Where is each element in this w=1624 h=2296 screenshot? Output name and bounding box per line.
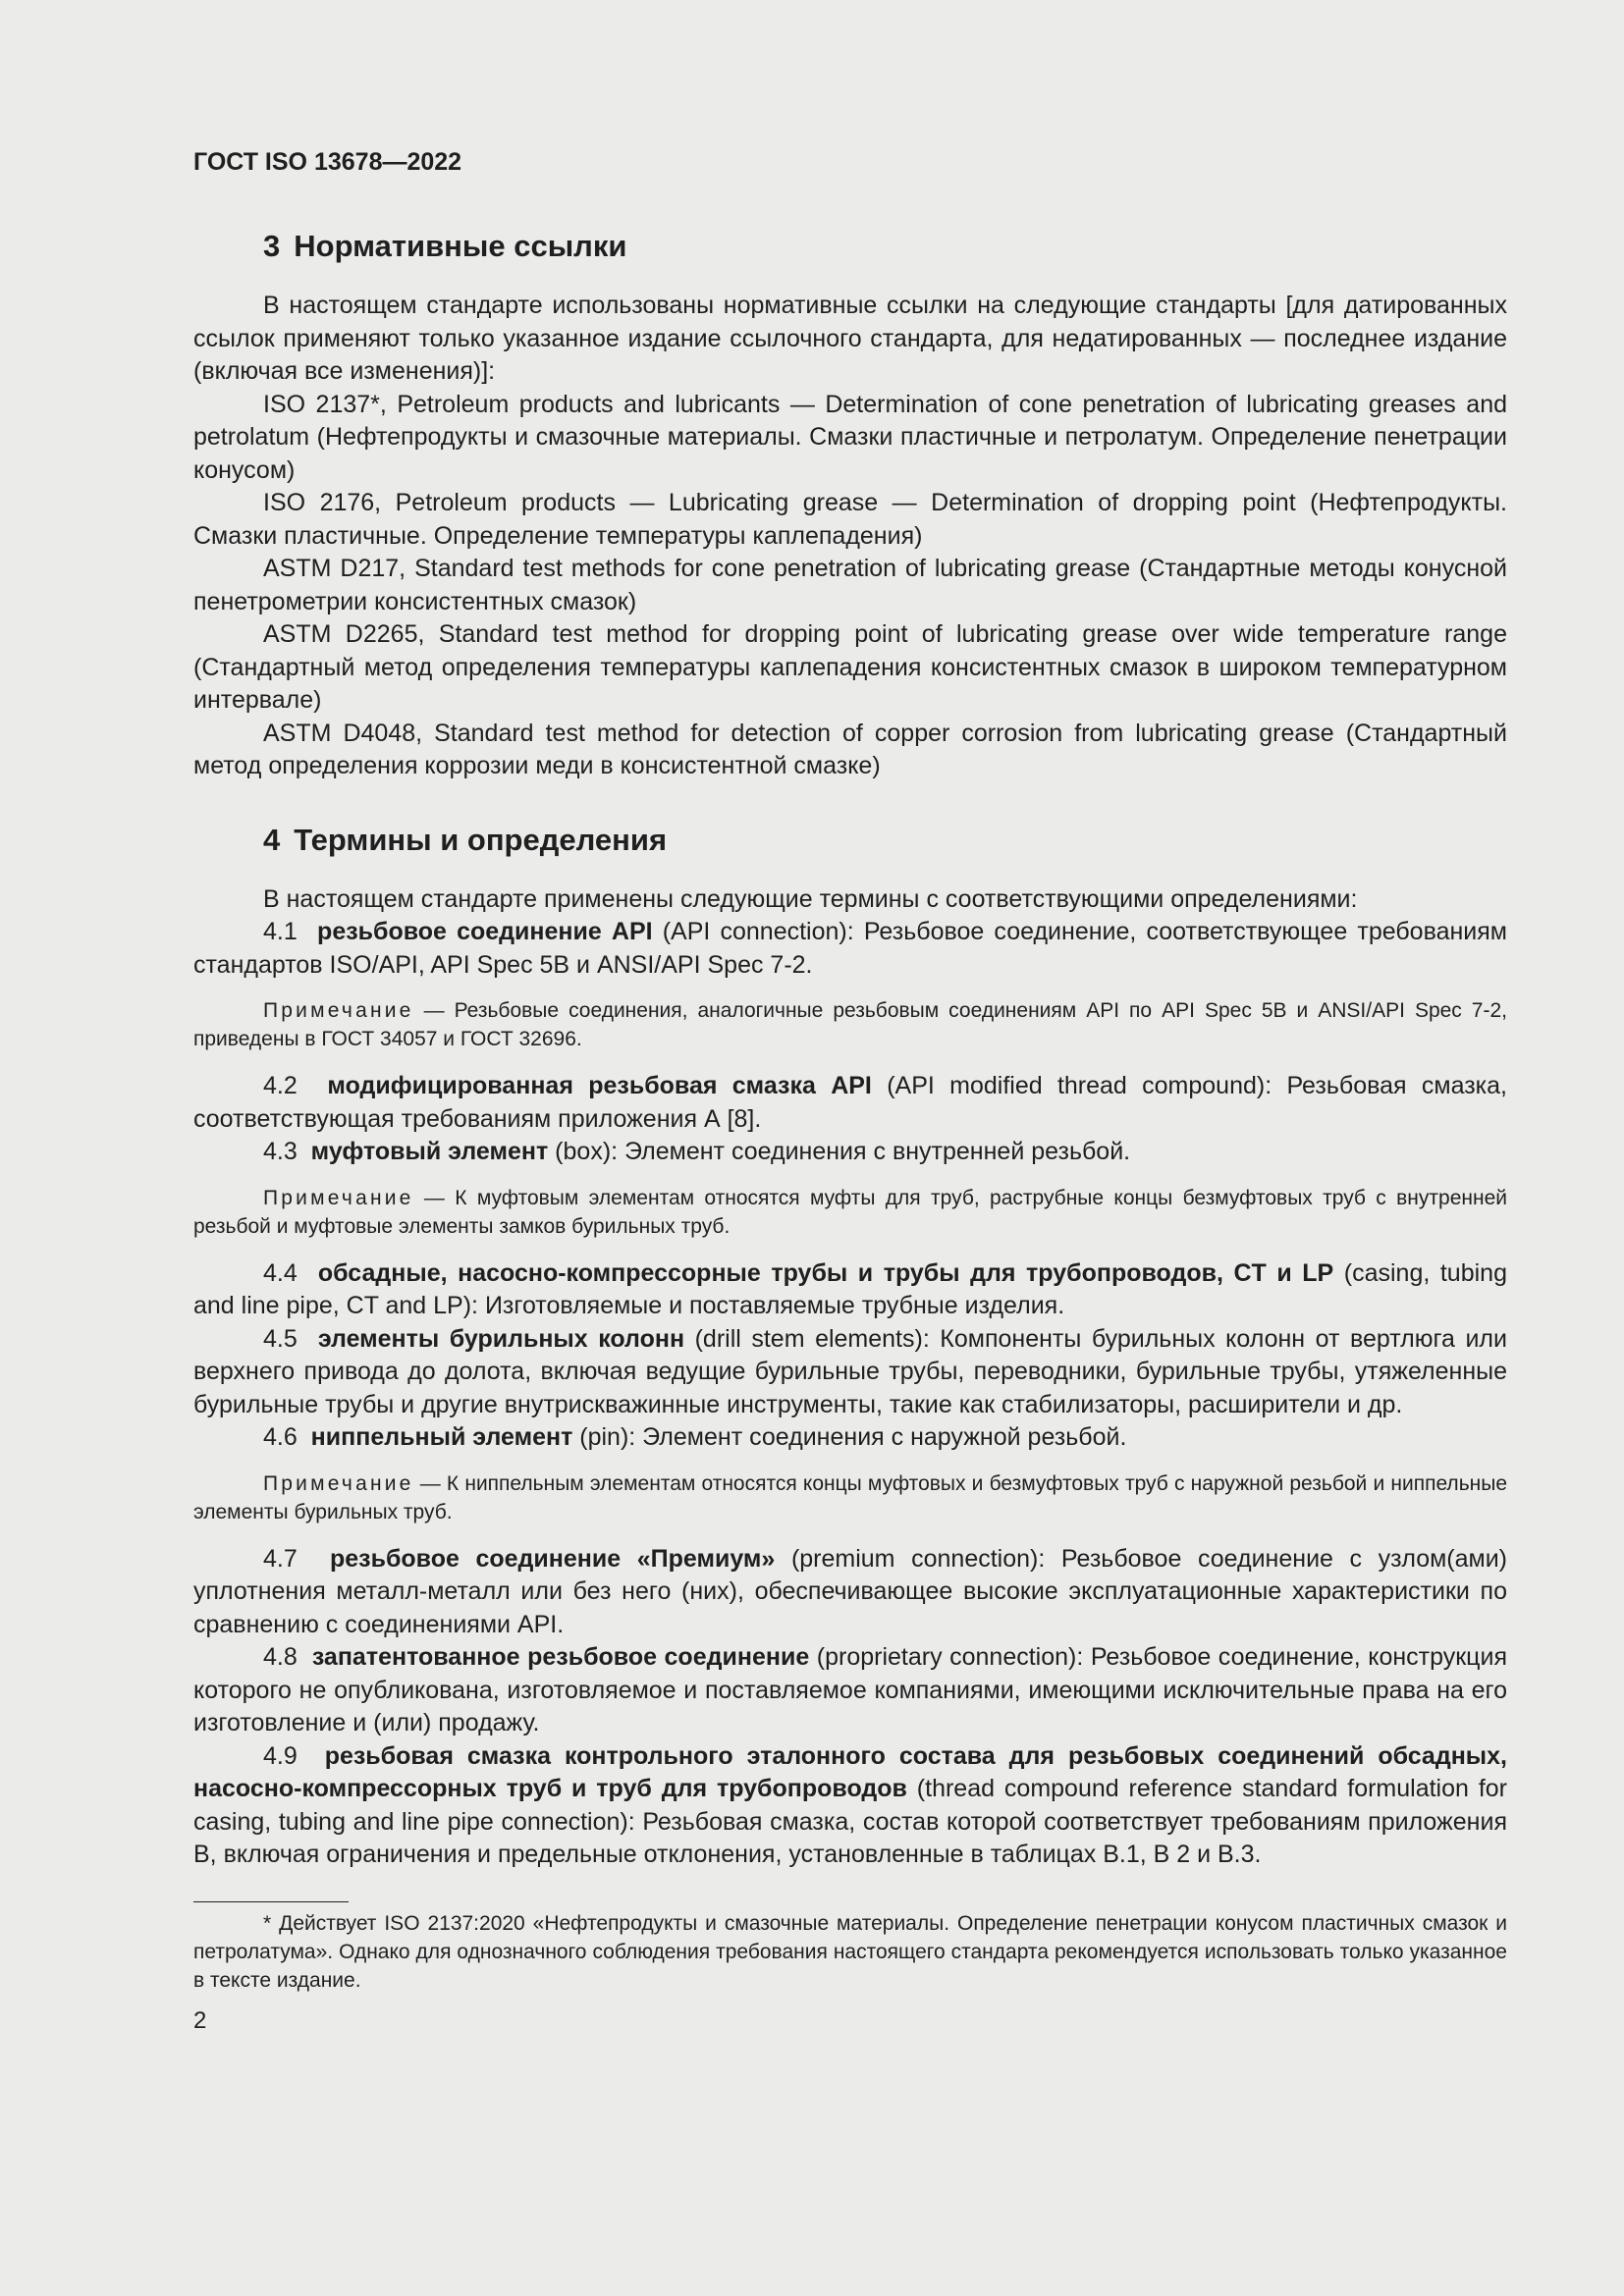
term-text: (API modified thread compound): Резьбовая смазка, соответствующая требованиям приложения А [8]. <box>193 1072 1507 1133</box>
term-note <box>193 996 1507 1053</box>
term-name: ниппельный элемент <box>310 1423 573 1451</box>
term-name: резьбовая смазка контрольного эталонного состава для резьбовых соединений обсадных, насосно-компрессорных труб и труб для трубопроводов <box>193 1741 1507 1802</box>
term-name: муфтовый элемент <box>310 1138 549 1165</box>
note-label: Примечание <box>263 999 414 1022</box>
reference-item: ASTM D217, Standard test methods for cone penetration of lubricating grease (Стандартные методы конусной пенетрометрии консистентных смазок) <box>193 555 1507 615</box>
term-number: 4.1 <box>263 918 298 945</box>
section-3-number: 3 <box>263 229 281 263</box>
term-number: 4.6 <box>263 1423 298 1451</box>
term-definition <box>193 1421 1507 1455</box>
term-definition <box>193 1740 1507 1872</box>
section-4-heading <box>263 821 1507 860</box>
reference-item: ISO 2176, Petroleum products — Lubricating grease — Determination of dropping point (Нефтепродукты. Смазки пластичные. Определение температуры каплепадения) <box>193 489 1507 550</box>
note-text: — К муфтовым элементам относятся муфты для труб, раструбные концы безмуфтовых труб с внутренней резьбой и муфтовые элементы замков бурильных труб. <box>193 1186 1507 1238</box>
term-note <box>193 1469 1507 1526</box>
term-definition <box>193 1641 1507 1740</box>
term-text: (API connection): Резьбовое соединение, соответствующее требованиям стандартов ISO/API, API Spec 5B и ANSI/API Spec 7-2. <box>193 918 1507 979</box>
term-number: 4.5 <box>263 1324 298 1353</box>
term-name: запатентованное резьбовое соединение <box>311 1643 810 1671</box>
note-text: — Резьбовые соединения, аналогичные резьбовым соединениям API по API Spec 5B и ANSI/API Spec 7-2, приведены в ГОСТ 34057 и ГОСТ 32696. <box>193 999 1507 1050</box>
term-number: 4.3 <box>263 1138 298 1165</box>
term-name: обсадные, насосно-компрессорные трубы и трубы для трубопроводов, CT и LP <box>317 1258 1334 1287</box>
term-text: (drill stem elements): Компоненты бурильных колонн от вертлюга или верхнего привода до долота, включая ведущие бурильные трубы, переводники, бурильные трубы, утяжеленные бурильные трубы и другие внутрискважинные инструменты, такие как стабилизаторы, расширители и др. <box>193 1324 1507 1418</box>
term-number: 4.4 <box>263 1258 298 1287</box>
section-4-intro: В настоящем стандарте применены следующие термины с соответствующими определениями: <box>263 884 1358 913</box>
term-note <box>193 1184 1507 1241</box>
term-number: 4.7 <box>263 1544 298 1573</box>
term-number: 4.9 <box>263 1741 298 1770</box>
page-number: 2 <box>193 2006 207 2034</box>
term-text: (premium connection): Резьбовое соединение с узлом(ами) уплотнения металл-металл или без него (них), обеспечивающее высокие эксплуатационные характеристики по сравнению с соединениями API. <box>193 1544 1507 1638</box>
term-definition <box>193 1323 1507 1422</box>
page-content <box>193 145 1507 2038</box>
term-definition <box>193 1543 1507 1642</box>
term-number: 4.8 <box>263 1643 298 1671</box>
reference-item: ASTM D2265, Standard test method for dropping point of lubricating grease over wide temperature range (Стандартный метод определения температуры каплепадения консистентных смазок в широком температурном интервале) <box>193 620 1507 714</box>
footnote: * Действует ISO 2137:2020 «Нефтепродукты и смазочные материалы. Определение пенетрации конусом пластичных смазок и петролатума». Однако для однозначного соблюдения требования настоящего стандарта рекомендуется использовать только указанное в тексте издание. <box>193 1911 1507 1992</box>
term-definition <box>193 916 1507 982</box>
term-name: резьбовое соединение «Премиум» <box>329 1544 776 1573</box>
note-text: — К ниппельным элементам относятся концы муфтовых и безмуфтовых труб с наружной резьбой и ниппельные элементы бурильных труб. <box>193 1471 1507 1523</box>
term-name: элементы бурильных колонн <box>317 1324 685 1353</box>
term-number: 4.2 <box>263 1072 298 1099</box>
footnote-divider <box>193 1901 349 1902</box>
term-text: (proprietary connection): Резьбовое соединение, конструкция которого не опубликована, изготовляемое и поставляемое компаниями, имеющими исключительные права на его изготовление и (или) продажу. <box>193 1643 1507 1736</box>
reference-item: ISO 2137*, Petroleum products and lubricants — Determination of cone penetration of lubricating greases and petrolatum (Нефтепродукты и смазочные материалы. Смазки пластичные и петролатум. Определение пенетрации конусом) <box>193 390 1507 484</box>
section-4-title: Термины и определения <box>294 822 668 857</box>
term-text: (pin): Элемент соединения с наружной резьбой. <box>572 1423 1127 1451</box>
term-name: модифицированная резьбовая смазка API <box>327 1072 872 1099</box>
term-definition <box>193 1070 1507 1136</box>
term-text: (thread compound reference standard formulation for casing, tubing and line pipe connection): Резьбовая смазка, состав которой соответствует требованиям приложения B, включая ограничения и предельные отклонения, установленные в таблицах B.1, B 2 и B.3. <box>193 1775 1507 1868</box>
term-text: (casing, tubing and line pipe, CT and LP): Изготовляемые и поставляемые трубные изделия. <box>193 1258 1507 1319</box>
section-4-number: 4 <box>263 822 281 857</box>
section-3-heading <box>263 227 1507 266</box>
term-name: резьбовое соединение API <box>317 918 653 945</box>
term-definition <box>193 1257 1507 1323</box>
reference-item: ASTM D4048, Standard test method for detection of copper corrosion from lubricating grease (Стандартный метод определения коррозии меди в консистентной смазке) <box>193 719 1507 779</box>
note-label: Примечание <box>263 1471 414 1495</box>
note-label: Примечание <box>263 1186 414 1209</box>
term-text: (box): Элемент соединения с внутренней резьбой. <box>548 1138 1131 1165</box>
document-code-header: ГОСТ ISO 13678—2022 <box>193 148 462 176</box>
term-definition <box>193 1136 1507 1169</box>
section-3-title: Нормативные ссылки <box>294 229 627 263</box>
section-3-intro: В настоящем стандарте использованы нормативные ссылки на следующие стандарты [для датированных ссылок применяют только указанное издание ссылочного стандарта, для недатированных — последнее издание (включая все изменения)]: <box>193 292 1507 385</box>
